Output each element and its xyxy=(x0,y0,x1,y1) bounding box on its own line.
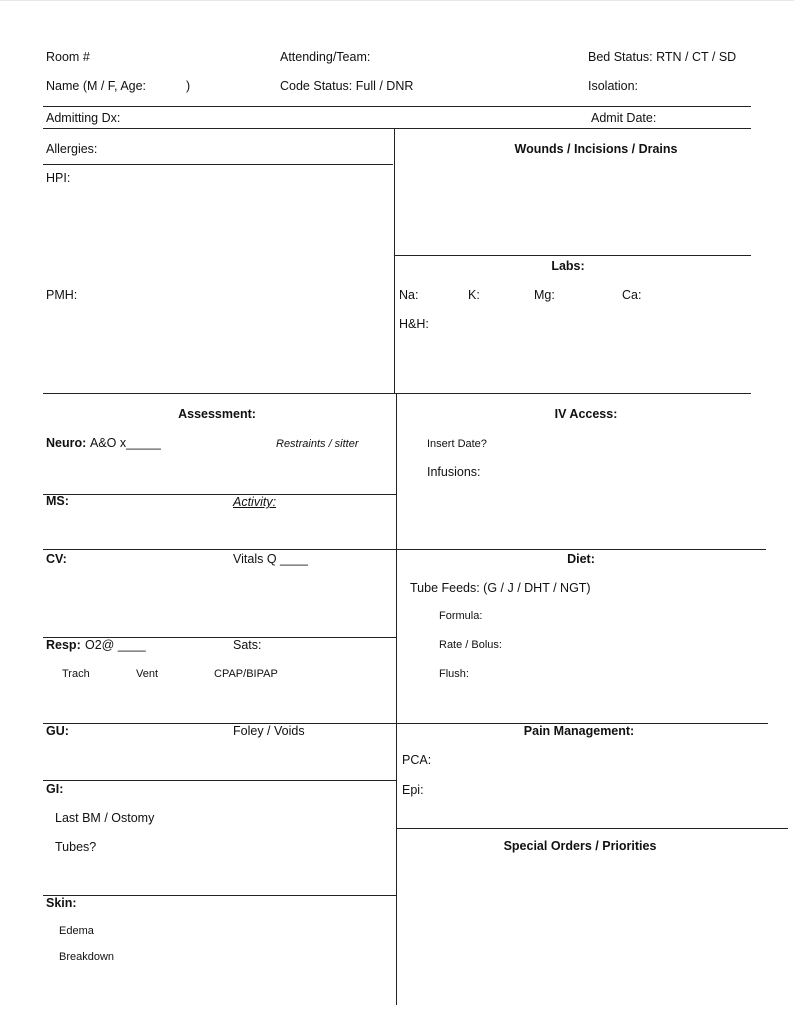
foley-label: Foley / Voids xyxy=(233,724,305,738)
neuro-value: A&O x_____ xyxy=(90,436,161,450)
neuro-label: Neuro: xyxy=(46,436,87,450)
divider-ms-top xyxy=(43,494,396,495)
labs-title: Labs: xyxy=(551,259,585,273)
ms-label: MS: xyxy=(46,494,69,508)
cpap-label: CPAP/BIPAP xyxy=(214,668,278,680)
divider-assessment-top xyxy=(43,393,751,394)
divider-allergies-bottom xyxy=(43,164,393,165)
lab-mg: Mg: xyxy=(534,288,555,302)
divider-gu-top xyxy=(43,723,768,724)
infusions-label: Infusions: xyxy=(427,465,481,479)
lab-k: K: xyxy=(468,288,480,302)
tubes-label: Tubes? xyxy=(55,840,97,854)
trach-label: Trach xyxy=(62,668,90,680)
flush-label: Flush: xyxy=(439,668,469,680)
pca-label: PCA: xyxy=(402,753,432,767)
resp-label: Resp: xyxy=(46,638,81,652)
lab-hh: H&H: xyxy=(399,317,429,331)
code-status-label: Code Status: Full / DNR xyxy=(280,79,414,93)
sats-label: Sats: xyxy=(233,638,262,652)
divider-wounds-bottom xyxy=(395,255,751,256)
skin-label: Skin: xyxy=(46,896,77,910)
divider-header-top xyxy=(43,106,751,107)
room-label: Room # xyxy=(46,50,90,64)
restraints-label: Restraints / sitter xyxy=(276,438,359,450)
special-orders-title: Special Orders / Priorities xyxy=(503,839,657,853)
edema-label: Edema xyxy=(59,925,94,937)
hpi-label: HPI: xyxy=(46,171,71,185)
pain-management-title: Pain Management: xyxy=(523,724,635,738)
name-label: Name (M / F, Age: xyxy=(46,79,147,93)
divider-cv-top xyxy=(43,549,766,550)
divider-center-upper xyxy=(394,128,395,394)
vitals-label: Vitals Q ____ xyxy=(233,552,308,566)
wounds-title: Wounds / Incisions / Drains xyxy=(514,142,678,156)
iv-access-title: IV Access: xyxy=(554,407,618,421)
admitting-dx-label: Admitting Dx: xyxy=(46,111,121,125)
insert-date-label: Insert Date? xyxy=(427,438,487,450)
cv-label: CV: xyxy=(46,552,67,566)
divider-gi-top xyxy=(43,780,396,781)
name-close-paren: ) xyxy=(186,79,191,93)
divider-admitting-bottom xyxy=(43,128,751,129)
breakdown-label: Breakdown xyxy=(59,951,115,963)
gi-label: GI: xyxy=(46,782,64,796)
tube-feeds-label: Tube Feeds: (G / J / DHT / NGT) xyxy=(410,581,591,595)
attending-label: Attending/Team: xyxy=(280,50,371,64)
allergies-label: Allergies: xyxy=(46,142,98,156)
divider-special-top xyxy=(397,828,788,829)
activity-label: Activity: xyxy=(233,495,277,509)
resp-value: O2@ ____ xyxy=(85,638,146,652)
vent-label: Vent xyxy=(136,668,159,680)
rate-bolus-label: Rate / Bolus: xyxy=(439,639,502,651)
lab-na: Na: xyxy=(399,288,419,302)
divider-skin-top xyxy=(43,895,396,896)
gu-label: GU: xyxy=(46,724,69,738)
epi-label: Epi: xyxy=(402,783,424,797)
isolation-label: Isolation: xyxy=(588,79,639,93)
bed-status-label: Bed Status: RTN / CT / SD xyxy=(588,50,737,64)
divider-center-lower xyxy=(396,393,397,1005)
lab-ca: Ca: xyxy=(622,288,642,302)
admit-date-label: Admit Date: xyxy=(591,111,657,125)
last-bm-label: Last BM / Ostomy xyxy=(55,811,155,825)
pmh-label: PMH: xyxy=(46,288,78,302)
diet-title: Diet: xyxy=(567,552,595,566)
formula-label: Formula: xyxy=(439,610,483,622)
assessment-title: Assessment: xyxy=(178,407,256,421)
